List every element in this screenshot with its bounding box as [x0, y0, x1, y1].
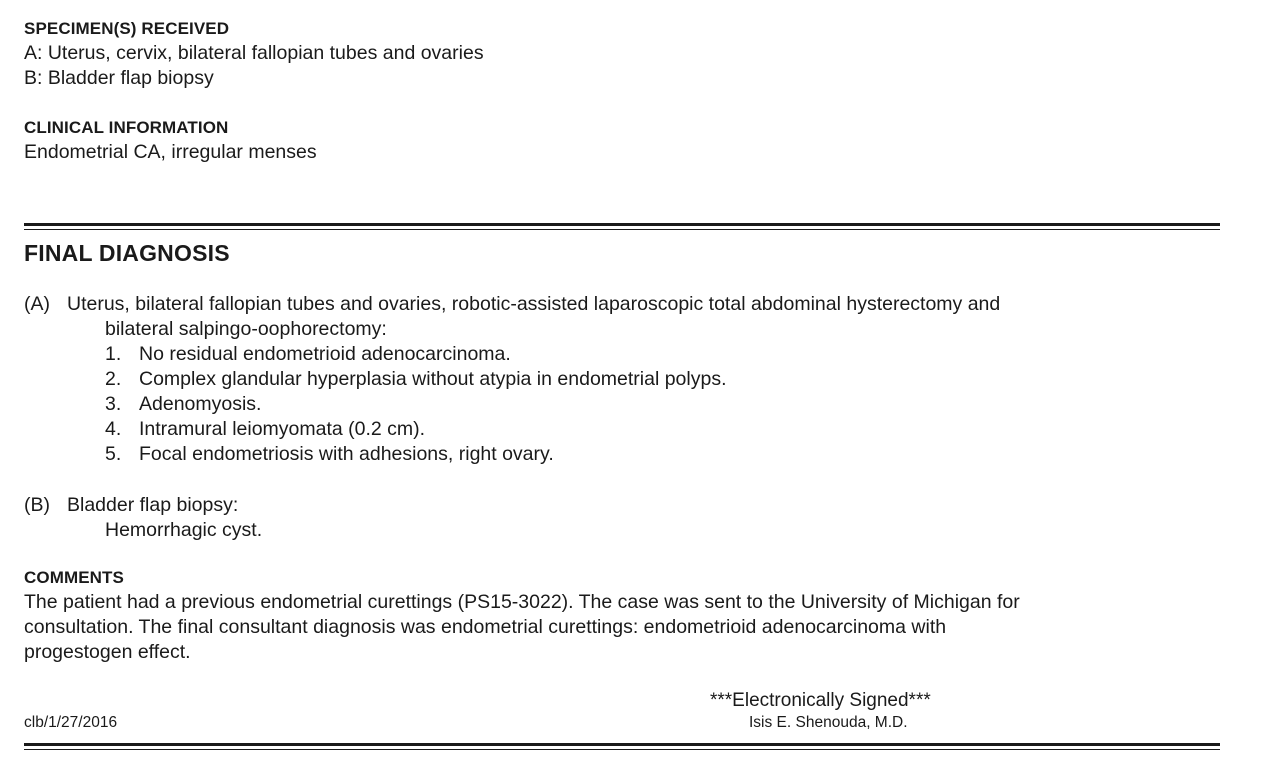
finding-item: [105, 417, 425, 442]
part-b-label: (B): [24, 494, 50, 516]
finding-text: Adenomyosis.: [139, 393, 262, 415]
clinical-text: Endometrial CA, irregular menses: [24, 141, 317, 163]
specimen-item-a: A: Uterus, cervix, bilateral fallopian tubes and ovaries: [24, 42, 484, 64]
part-a-line-1: Uterus, bilateral fallopian tubes and ovaries, robotic-assisted laparoscopic total abdominal hysterectomy and: [67, 293, 1001, 315]
finding-number: 5.: [105, 443, 122, 465]
finding-item: [105, 392, 261, 417]
finding-text: Intramural leiomyomata (0.2 cm).: [139, 418, 426, 440]
section-divider-bottom: [24, 743, 1220, 746]
finding-number: 4.: [105, 418, 122, 440]
section-divider-top-thin: [24, 229, 1220, 230]
finding-item: [105, 442, 554, 467]
finding-item: [105, 367, 727, 392]
clinical-heading: CLINICAL INFORMATION: [24, 118, 229, 137]
part-b-line-1: Bladder flap biopsy:: [67, 494, 239, 516]
part-a-line-2: bilateral salpingo-oophorectomy:: [105, 318, 387, 340]
diagnosis-heading: FINAL DIAGNOSIS: [24, 240, 230, 266]
finding-number: 2.: [105, 368, 122, 390]
comments-line-1: The patient had a previous endometrial curettings (PS15-3022). The case was sent to the University of Michigan for: [24, 591, 1020, 613]
signature-status: ***Electronically Signed***: [710, 690, 931, 711]
specimens-heading: SPECIMEN(S) RECEIVED: [24, 19, 230, 38]
finding-text: Focal endometriosis with adhesions, right ovary.: [139, 443, 554, 465]
finding-text: Complex glandular hyperplasia without atypia in endometrial polyps.: [139, 368, 727, 390]
comments-line-3: progestogen effect.: [24, 641, 191, 663]
finding-number: 3.: [105, 393, 122, 415]
section-divider-top: [24, 223, 1220, 226]
report-code: clb/1/27/2016: [24, 714, 118, 731]
specimen-item-b: B: Bladder flap biopsy: [24, 67, 214, 89]
comments-line-2: consultation. The final consultant diagnosis was endometrial curettings: endometrioid adenocarcinoma with: [24, 616, 947, 638]
comments-heading: COMMENTS: [24, 568, 124, 587]
finding-item: [105, 342, 511, 367]
section-divider-bottom-thin: [24, 749, 1220, 750]
part-a-label: (A): [24, 293, 50, 315]
part-b-finding: Hemorrhagic cyst.: [105, 519, 263, 541]
finding-text: No residual endometrioid adenocarcinoma.: [139, 343, 511, 365]
finding-number: 1.: [105, 343, 122, 365]
signer-name: Isis E. Shenouda, M.D.: [749, 714, 908, 731]
